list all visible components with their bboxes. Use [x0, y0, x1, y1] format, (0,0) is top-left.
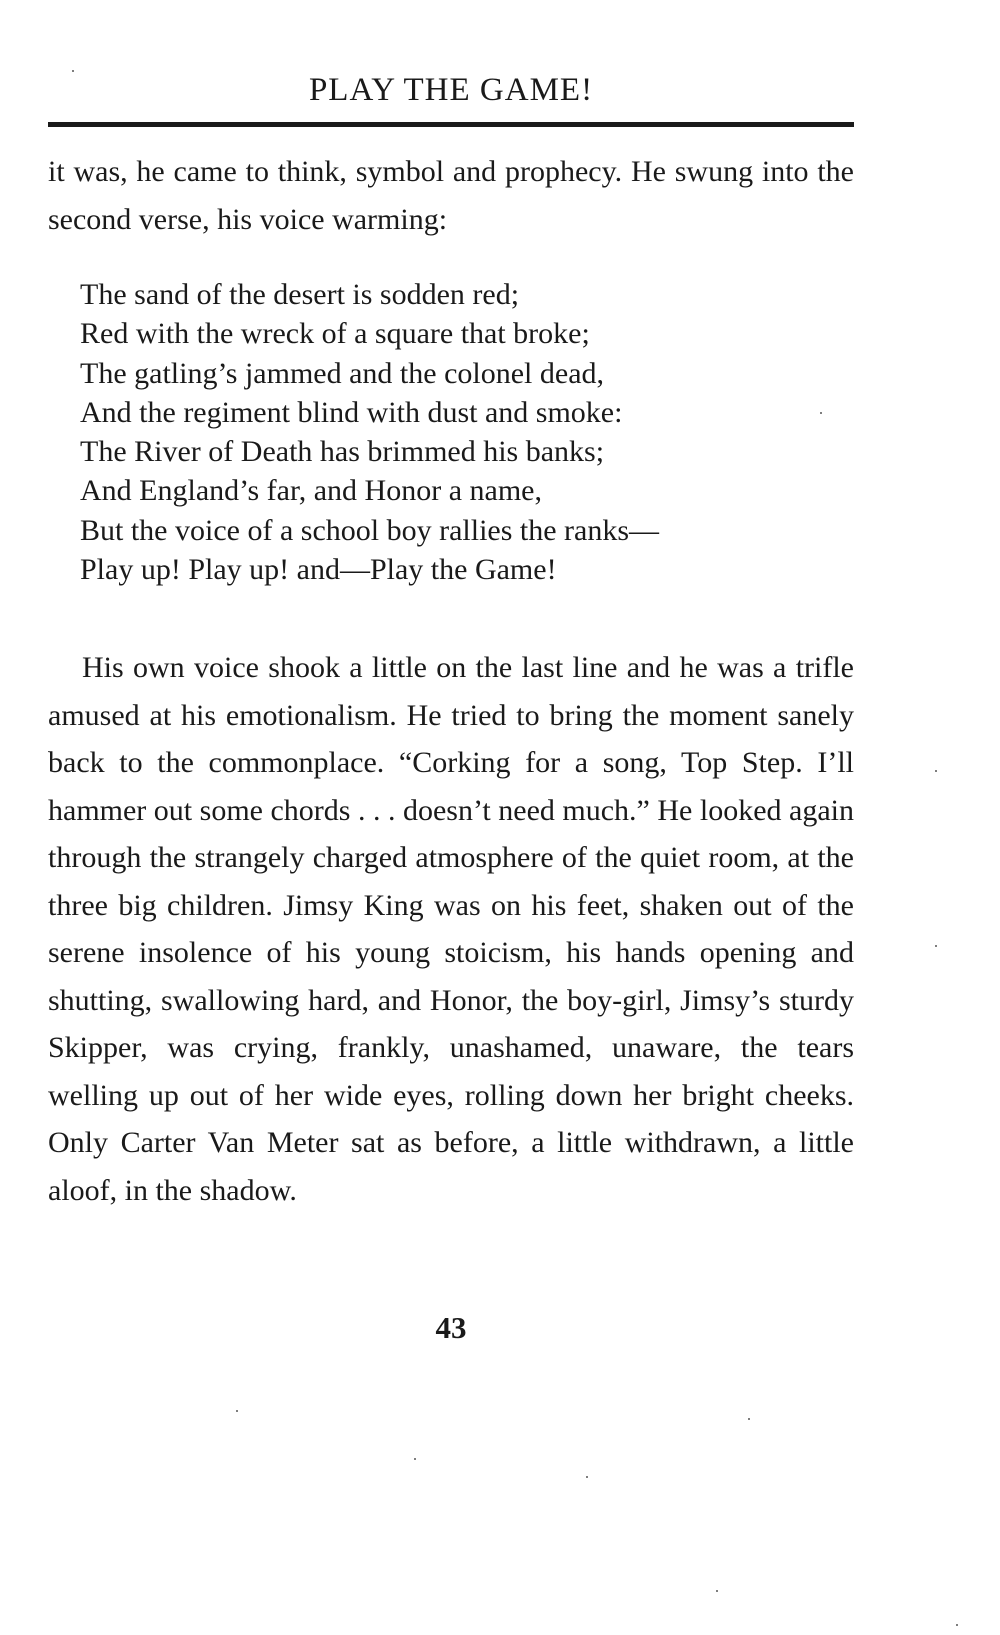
print-speck — [414, 1458, 416, 1460]
opening-paragraph: it was, he came to think, symbol and prophecy. He swung into the second verse, his voice warming: — [48, 155, 854, 236]
verse-line: The gatling’s jammed and the colonel dead, — [80, 356, 605, 390]
verse-line: Play up! Play up! and—Play the Game! — [80, 553, 557, 587]
verse-line: But the voice of a school boy rallies the ranks— — [80, 513, 660, 547]
verse-stanza — [80, 275, 860, 589]
print-speck — [586, 1476, 588, 1478]
print-speck — [820, 412, 822, 414]
verse-line: And the regiment blind with dust and smoke: — [80, 395, 623, 429]
header-rule — [48, 122, 854, 127]
print-speck — [956, 1624, 958, 1626]
print-speck — [748, 1418, 750, 1420]
verse-line: The sand of the desert is sodden red; — [80, 278, 520, 311]
closing-paragraph: His own voice shook a little on the last line and he was a trifle amused at his emotionalism. He tried to bring the moment sanely back to the commonplace. “Corking for a song, Top Step. I’ll hammer out some chords . . . doesn’t need much.” He looked again through the strangely charged atmosphere of the quiet room, at the three big children. Jimsy King was on his feet, shaken out of the serene insolence of his young stoicism, his hands opening and shutting, swallowing hard, and Honor, the boy-girl, Jimsy’s sturdy Skipper, was crying, frankly, unashamed, unaware, the tears welling up out of her wide eyes, rolling down her bright cheeks. Only Carter Van Meter sat as before, a little withdrawn, a little aloof, in the shadow. — [48, 651, 854, 1207]
verse-line: The River of Death has brimmed his banks; — [80, 435, 605, 469]
print-speck — [236, 1410, 238, 1412]
print-speck — [935, 945, 937, 947]
running-head-title: PLAY THE GAME! — [308, 72, 594, 108]
verse-line: And England’s far, and Honor a name, — [80, 474, 542, 508]
verse-line: Red with the wreck of a square that broke; — [80, 317, 590, 351]
print-speck — [72, 70, 74, 72]
print-speck — [716, 1590, 718, 1592]
print-speck — [935, 770, 937, 772]
page-number: 43 — [435, 1310, 467, 1345]
